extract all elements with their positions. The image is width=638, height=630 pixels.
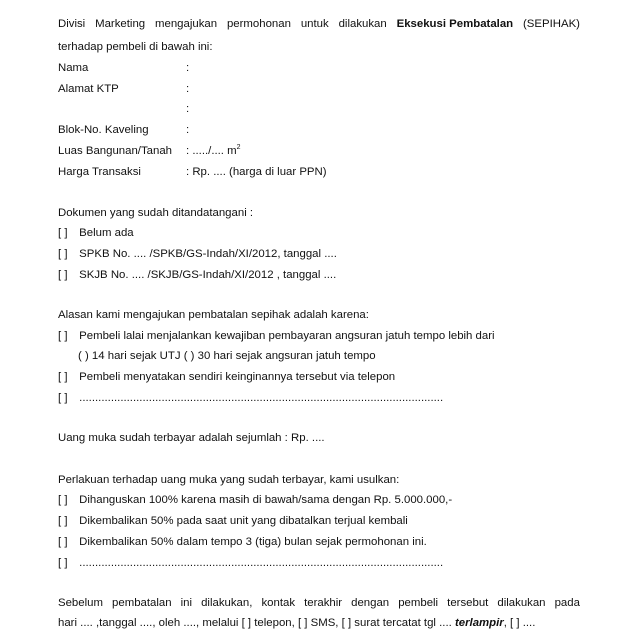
field-label: Harga Transaksi	[58, 166, 141, 178]
dokumen-item: [ ] SPKB No. .... /SPKB/GS-Indah/XI/2012, tanggal ....	[58, 248, 337, 260]
checkbox-bracket: [ ]	[58, 392, 68, 404]
checkbox-bracket: [ ]	[58, 557, 68, 569]
intro-word: dilakukan	[338, 18, 387, 30]
closing-word: ini	[180, 597, 193, 609]
terlampir-text: terlampir	[454, 617, 504, 629]
intro-word: Marketing	[95, 18, 146, 30]
intro-word: Divisi	[58, 18, 86, 30]
closing-word: dengan	[351, 597, 390, 609]
perlakuan-item: [ ] Dikembalikan 50% pada saat unit yang dibatalkan terjual kembali	[58, 515, 408, 527]
intro-line-1	[58, 17, 580, 31]
perlakuan-item: [ ] Dihanguskan 100% karena masih di bawah/sama dengan Rp. 5.000.000,-	[58, 494, 453, 506]
field-colon: :	[186, 83, 190, 95]
field-colon: :	[186, 124, 190, 136]
field-label: Nama	[58, 62, 89, 74]
dokumen-item: [ ] Belum ada	[58, 227, 134, 239]
alasan-item: [ ] Pembeli menyatakan sendiri keinginannya tersebut via telepon	[58, 371, 396, 383]
closing-word: pada	[554, 597, 580, 609]
intro-word: permohonan	[226, 18, 291, 30]
checkbox-bracket: [ ]	[58, 371, 68, 383]
field-blok	[58, 123, 189, 137]
field-colon: :	[186, 62, 190, 74]
intro-word: (SEPIHAK)	[523, 18, 580, 30]
closing-word: dilakukan	[497, 597, 546, 609]
checkbox-bracket: [ ]	[58, 248, 68, 260]
eksekusi-pembatalan-title: Eksekusi Pembatalan	[396, 18, 514, 30]
alasan-heading: Alasan kami mengajukan pembatalan sepihak adalah karena:	[58, 309, 369, 321]
dokumen-item: [ ] SKJB No. .... /SKJB/GS-Indah/XI/2012 , tanggal ....	[58, 269, 337, 281]
closing-word: pembatalan	[112, 597, 172, 609]
field-label: Blok-No. Kaveling	[58, 124, 149, 136]
checkbox-bracket: [ ]	[58, 330, 68, 342]
dokumen-heading: Dokumen yang sudah ditandatangani :	[58, 207, 254, 219]
checkbox-bracket: [ ]	[58, 536, 68, 548]
closing-word: tersebut	[447, 597, 489, 609]
uang-muka-line: Uang muka sudah terbayar adalah sejumlah : Rp. ....	[58, 432, 325, 444]
perlakuan-item: [ ] Dikembalikan 50% dalam tempo 3 (tiga) bulan sejak permohonan ini.	[58, 536, 427, 548]
intro-word: mengajukan	[155, 18, 218, 30]
alasan-item: [ ] ...................................................................................................................	[58, 392, 444, 404]
field-harga	[58, 165, 327, 179]
field-value: : ...../.... m	[186, 145, 237, 157]
field-nama	[58, 61, 189, 75]
superscript-2: 2	[236, 144, 241, 151]
intro-word: untuk	[300, 18, 329, 30]
closing-word: pembeli	[398, 597, 439, 609]
field-luas	[58, 144, 241, 158]
closing-word: terakhir	[304, 597, 343, 609]
perlakuan-heading: Perlakuan terhadap uang muka yang sudah terbayar, kami usulkan:	[58, 474, 400, 486]
checkbox-bracket: [ ]	[58, 269, 68, 281]
field-label: Luas Bangunan/Tanah	[58, 145, 173, 157]
closing-line-2: hari .... ,tanggal ...., oleh ...., melalui [ ] telepon, [ ] SMS, [ ] surat tercatat tgl .... terlampir, [ ] ....	[58, 617, 536, 629]
field-label: Alamat KTP	[58, 83, 119, 95]
closing-word: dilakukan,	[201, 597, 253, 609]
checkbox-bracket: [ ]	[58, 515, 68, 527]
checkbox-bracket: [ ]	[58, 494, 68, 506]
field-alamat	[58, 82, 189, 96]
closing-line-1	[58, 596, 580, 610]
checkbox-bracket: [ ]	[58, 227, 68, 239]
alasan-sub-options: ( ) 14 hari sejak UTJ ( ) 30 hari sejak angsuran jatuh tempo	[78, 350, 376, 362]
alasan-item: [ ] Pembeli lalai menjalankan kewajiban pembayaran angsuran jatuh tempo lebih dari	[58, 330, 495, 342]
intro-line-2: terhadap pembeli di bawah ini:	[58, 41, 213, 53]
field-value: : Rp. .... (harga di luar PPN)	[186, 166, 327, 178]
closing-word: kontak	[261, 597, 296, 609]
field-alamat-cont	[58, 102, 189, 116]
field-colon: :	[186, 103, 190, 115]
perlakuan-item: [ ] ...................................................................................................................	[58, 557, 444, 569]
closing-word: Sebelum	[58, 597, 103, 609]
